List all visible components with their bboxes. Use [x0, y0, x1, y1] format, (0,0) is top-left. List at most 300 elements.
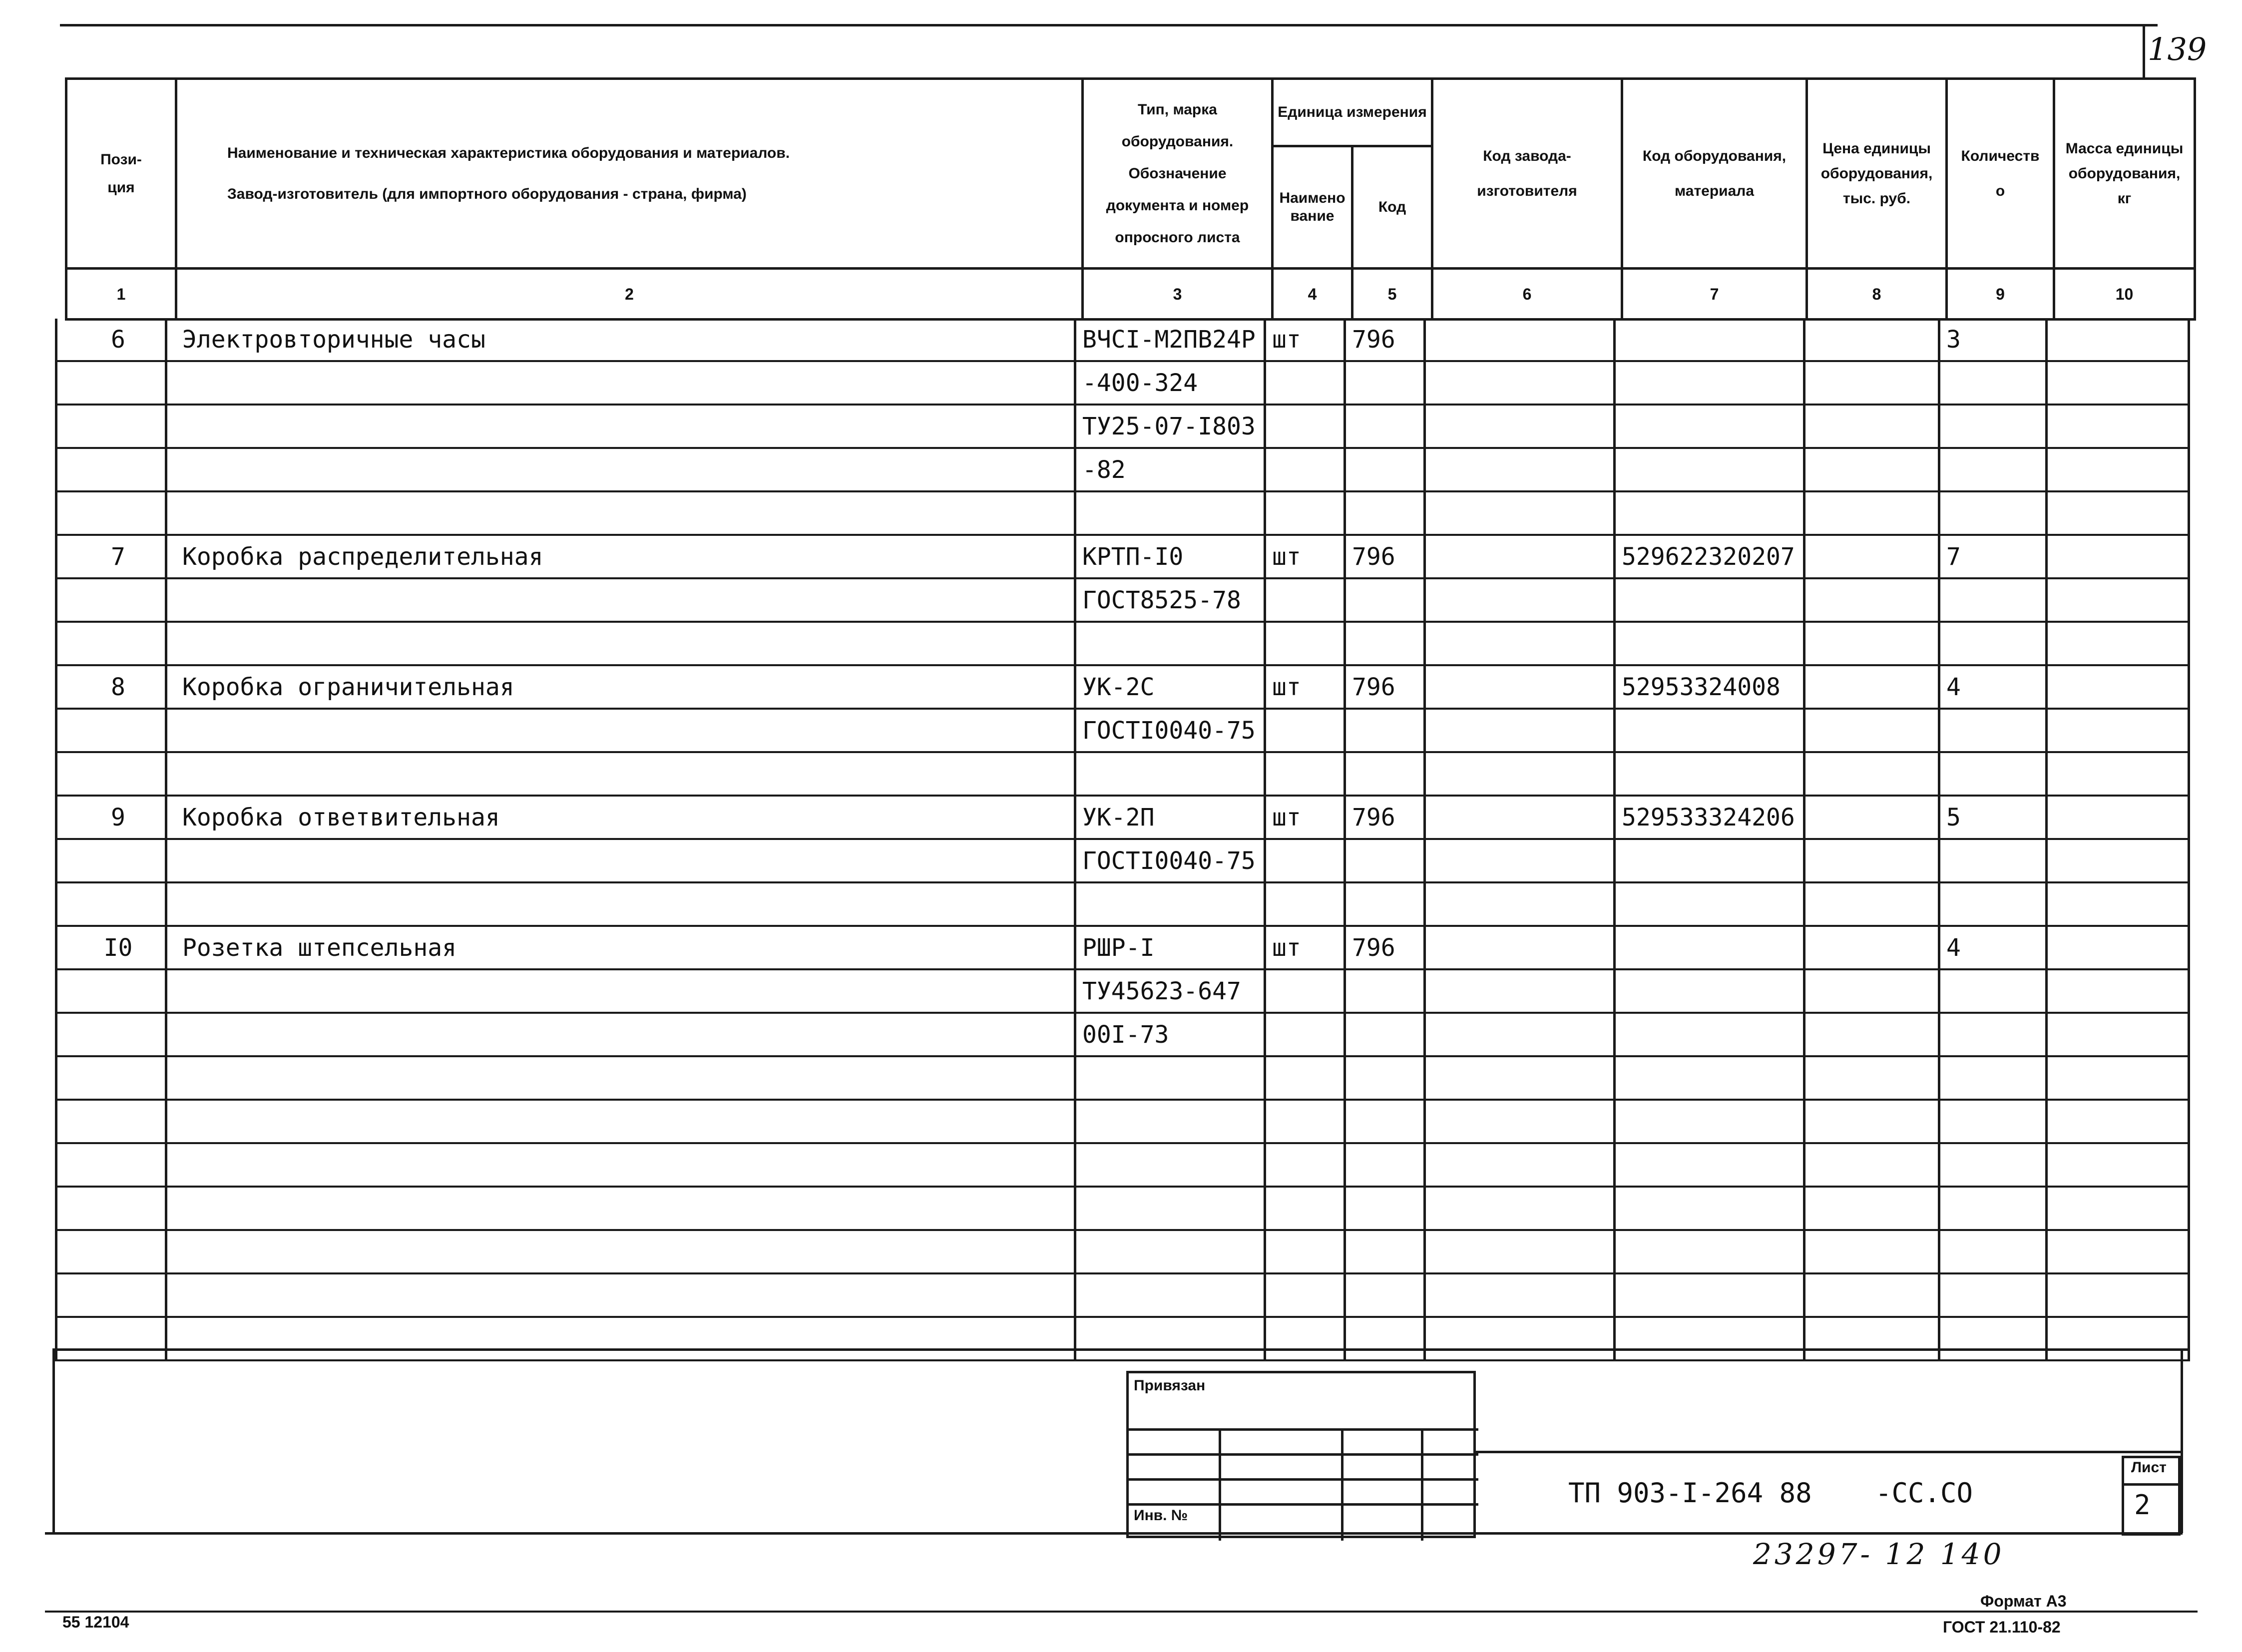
cell-pos [56, 622, 166, 665]
cell-qty [1939, 491, 2047, 535]
sheet-number-divider [2143, 24, 2145, 79]
table-row [56, 448, 2189, 491]
cell-code [1345, 969, 1425, 1013]
cell-code [1345, 448, 1425, 491]
cell-mass [2047, 1056, 2189, 1100]
cell-price [1804, 1013, 1939, 1056]
cell-unit: шт [1265, 319, 1345, 361]
cell-type [1075, 1100, 1265, 1143]
cell-qty [1939, 361, 2047, 405]
header-qty: Количество [1947, 79, 2054, 269]
cell-pos [56, 1013, 166, 1056]
cell-code [1345, 1013, 1425, 1056]
cell-name [166, 1100, 1075, 1143]
cell-qty: 4 [1939, 926, 2047, 969]
frame-right [2181, 1348, 2183, 1533]
table-row [56, 926, 2189, 969]
cell-name [166, 839, 1075, 882]
cell-equip [1615, 405, 1804, 448]
cell-mass [2047, 752, 2189, 796]
cell-price [1804, 361, 1939, 405]
cell-equip [1615, 1100, 1804, 1143]
cell-pos [56, 1187, 166, 1230]
cell-equip [1615, 622, 1804, 665]
cell-qty [1939, 709, 2047, 752]
cell-qty [1939, 622, 2047, 665]
spec-rows-table [55, 319, 2190, 1361]
cell-type: -82 [1075, 448, 1265, 491]
cell-unit [1265, 969, 1345, 1013]
cell-price [1804, 491, 1939, 535]
stamp-row-3 [1129, 1478, 1478, 1481]
spec-header-table [65, 77, 2196, 321]
cell-pos [56, 969, 166, 1013]
cell-plant [1425, 752, 1615, 796]
cell-price [1804, 1273, 1939, 1317]
cell-type [1075, 622, 1265, 665]
cell-equip [1615, 578, 1804, 622]
cell-plant [1425, 1317, 1615, 1360]
cell-mass [2047, 1100, 2189, 1143]
cell-unit: шт [1265, 665, 1345, 709]
colnum-5: 5 [1352, 269, 1432, 320]
table-row [56, 405, 2189, 448]
cell-name [166, 448, 1075, 491]
cell-plant [1425, 1273, 1615, 1317]
cell-unit [1265, 1143, 1345, 1187]
cell-unit [1265, 405, 1345, 448]
cell-code [1345, 1143, 1425, 1187]
cell-type: ВЧСI-М2ПВ24Р [1075, 319, 1265, 361]
cell-unit [1265, 491, 1345, 535]
cell-code [1345, 882, 1425, 926]
cell-plant [1425, 709, 1615, 752]
cell-qty: 4 [1939, 665, 2047, 709]
cell-plant [1425, 319, 1615, 361]
cell-unit [1265, 1056, 1345, 1100]
cell-pos [56, 1317, 166, 1360]
cell-mass [2047, 405, 2189, 448]
header-mass: Масса единицы оборудования, кг [2054, 79, 2195, 269]
cell-type: РШР-I [1075, 926, 1265, 969]
cell-mass [2047, 796, 2189, 839]
cell-equip [1615, 1056, 1804, 1100]
cell-equip [1615, 926, 1804, 969]
stamp-inv-label: Инв. № [1134, 1507, 1188, 1524]
cell-code: 796 [1345, 926, 1425, 969]
footer-gost: ГОСТ 21.110-82 [1943, 1618, 2061, 1636]
cell-pos: 9 [56, 796, 166, 839]
cell-pos: I0 [56, 926, 166, 969]
cell-plant [1425, 1230, 1615, 1273]
cell-name [166, 622, 1075, 665]
cell-name [166, 709, 1075, 752]
cell-unit [1265, 752, 1345, 796]
cell-code: 796 [1345, 535, 1425, 578]
spec-body [55, 319, 2188, 1361]
cell-price [1804, 1056, 1939, 1100]
cell-name [166, 969, 1075, 1013]
table-row [56, 319, 2189, 361]
cell-mass [2047, 1230, 2189, 1273]
stamp-col-2 [1341, 1428, 1344, 1541]
table-row [56, 709, 2189, 752]
table-row [56, 361, 2189, 405]
cell-code [1345, 1187, 1425, 1230]
cell-price [1804, 709, 1939, 752]
cell-name [166, 1230, 1075, 1273]
cell-code [1345, 709, 1425, 752]
cell-name [166, 1056, 1075, 1100]
cell-pos [56, 1100, 166, 1143]
cell-pos [56, 491, 166, 535]
stamp-col-3 [1421, 1428, 1423, 1541]
cell-plant [1425, 622, 1615, 665]
cell-mass [2047, 1317, 2189, 1360]
cell-mass [2047, 491, 2189, 535]
frame-left [52, 1348, 55, 1533]
cell-mass [2047, 1273, 2189, 1317]
cell-type: УК-2П [1075, 796, 1265, 839]
top-rule [60, 24, 2158, 26]
cell-equip [1615, 1273, 1804, 1317]
header-unit-name: Наименование [1273, 146, 1352, 269]
cell-price [1804, 535, 1939, 578]
cell-code: 796 [1345, 319, 1425, 361]
cell-plant [1425, 1143, 1615, 1187]
cell-pos [56, 882, 166, 926]
colnum-3: 3 [1083, 269, 1273, 320]
table-row [56, 1013, 2189, 1056]
handwritten-number: 23297- 12 140 [1753, 1537, 2005, 1571]
cell-qty [1939, 1143, 2047, 1187]
header-plant-code: Код завода-изготовителя [1432, 79, 1622, 269]
cell-qty [1939, 1187, 2047, 1230]
cell-qty [1939, 405, 2047, 448]
cell-pos [56, 578, 166, 622]
cell-pos [56, 839, 166, 882]
cell-code [1345, 1100, 1425, 1143]
cell-unit [1265, 1273, 1345, 1317]
cell-qty [1939, 1230, 2047, 1273]
table-row [56, 752, 2189, 796]
cell-price [1804, 1187, 1939, 1230]
cell-plant [1425, 839, 1615, 882]
table-row [56, 1230, 2189, 1273]
colnum-4: 4 [1273, 269, 1352, 320]
cell-equip [1615, 448, 1804, 491]
cell-type: КРТП-I0 [1075, 535, 1265, 578]
cell-equip [1615, 1317, 1804, 1360]
header-position: Пози- ция [66, 79, 176, 269]
cell-equip: 529533324206 [1615, 796, 1804, 839]
cell-pos [56, 1230, 166, 1273]
cell-pos [56, 709, 166, 752]
cell-type [1075, 752, 1265, 796]
header-unit: Единица измерения [1273, 79, 1432, 146]
footer-format: Формат А3 [1980, 1592, 2067, 1610]
cell-type: -400-324 [1075, 361, 1265, 405]
header-name [176, 79, 1083, 269]
cell-name [166, 1273, 1075, 1317]
sheet-value: 2 [2134, 1489, 2151, 1521]
sheet-label: Лист [2131, 1459, 2167, 1476]
table-row [56, 796, 2189, 839]
cell-unit [1265, 839, 1345, 882]
cell-type [1075, 1187, 1265, 1230]
cell-unit [1265, 1230, 1345, 1273]
cell-unit: шт [1265, 796, 1345, 839]
stamp-row-1 [1129, 1428, 1478, 1431]
colnum-6: 6 [1432, 269, 1622, 320]
cell-mass [2047, 665, 2189, 709]
cell-type: ГОСТI0040-75 [1075, 709, 1265, 752]
cell-pos: 6 [56, 319, 166, 361]
cell-mass [2047, 1143, 2189, 1187]
cell-price [1804, 926, 1939, 969]
table-row [56, 1143, 2189, 1187]
stamp-row-4 [1129, 1503, 1478, 1506]
cell-price [1804, 1143, 1939, 1187]
cell-unit: шт [1265, 926, 1345, 969]
cell-mass [2047, 969, 2189, 1013]
cell-price [1804, 1230, 1939, 1273]
cell-name [166, 1013, 1075, 1056]
cell-type: ТУ45623-647 [1075, 969, 1265, 1013]
cell-name: Коробка ответвительная [166, 796, 1075, 839]
stamp-attached-label: Привязан [1134, 1377, 1206, 1394]
stamp-row-2 [1129, 1453, 1478, 1456]
cell-pos [56, 1143, 166, 1187]
cell-unit [1265, 578, 1345, 622]
cell-unit [1265, 709, 1345, 752]
cell-plant [1425, 1187, 1615, 1230]
cell-pos [56, 1056, 166, 1100]
table-row [56, 535, 2189, 578]
cell-mass [2047, 448, 2189, 491]
colnum-8: 8 [1807, 269, 1947, 320]
cell-name [166, 752, 1075, 796]
table-row [56, 1056, 2189, 1100]
cell-name [166, 405, 1075, 448]
colnum-9: 9 [1947, 269, 2054, 320]
cell-code: 796 [1345, 665, 1425, 709]
stamp-col-1 [1219, 1428, 1221, 1541]
cell-plant [1425, 926, 1615, 969]
cell-equip [1615, 1230, 1804, 1273]
cell-pos [56, 361, 166, 405]
frame-bottom [45, 1532, 2183, 1535]
cell-price [1804, 405, 1939, 448]
cell-price [1804, 665, 1939, 709]
cell-name: Розетка штепсельная [166, 926, 1075, 969]
footer-rule [45, 1611, 2198, 1613]
colnum-10: 10 [2054, 269, 2195, 320]
cell-price [1804, 839, 1939, 882]
cell-name: Коробка ограничительная [166, 665, 1075, 709]
table-row [56, 665, 2189, 709]
cell-equip [1615, 839, 1804, 882]
cell-mass [2047, 622, 2189, 665]
cell-code [1345, 491, 1425, 535]
table-row [56, 882, 2189, 926]
colnum-7: 7 [1622, 269, 1807, 320]
cell-type: 00I-73 [1075, 1013, 1265, 1056]
cell-qty: 7 [1939, 535, 2047, 578]
cell-equip [1615, 1143, 1804, 1187]
cell-plant [1425, 448, 1615, 491]
cell-price [1804, 796, 1939, 839]
cell-qty [1939, 1056, 2047, 1100]
cell-pos: 7 [56, 535, 166, 578]
cell-mass [2047, 361, 2189, 405]
cell-plant [1425, 665, 1615, 709]
cell-code [1345, 1230, 1425, 1273]
cell-plant [1425, 491, 1615, 535]
cell-type: ТУ25-07-I803 [1075, 405, 1265, 448]
cell-code [1345, 578, 1425, 622]
cell-price [1804, 1317, 1939, 1360]
cell-unit [1265, 1013, 1345, 1056]
cell-mass [2047, 535, 2189, 578]
cell-plant [1425, 1056, 1615, 1100]
cell-plant [1425, 535, 1615, 578]
cell-mass [2047, 709, 2189, 752]
table-row [56, 1100, 2189, 1143]
cell-unit [1265, 361, 1345, 405]
cell-type: ГОСТI0040-75 [1075, 839, 1265, 882]
sheet-number: 139 [2148, 31, 2207, 67]
cell-mass [2047, 1013, 2189, 1056]
cell-pos [56, 1273, 166, 1317]
table-row [56, 839, 2189, 882]
cell-type [1075, 882, 1265, 926]
cell-code [1345, 405, 1425, 448]
cell-price [1804, 448, 1939, 491]
cell-equip [1615, 969, 1804, 1013]
cell-mass [2047, 1187, 2189, 1230]
cell-name [166, 578, 1075, 622]
cell-equip: 529622320207 [1615, 535, 1804, 578]
document-suffix: -СС.СО [1875, 1477, 1973, 1509]
cell-code [1345, 361, 1425, 405]
cell-plant [1425, 882, 1615, 926]
table-row [56, 969, 2189, 1013]
stamp-extension-line [1473, 1451, 2181, 1453]
cell-pos [56, 752, 166, 796]
cell-price [1804, 882, 1939, 926]
cell-type: ГОСТ8525-78 [1075, 578, 1265, 622]
cell-mass [2047, 839, 2189, 882]
cell-code [1345, 622, 1425, 665]
cell-name [166, 1317, 1075, 1360]
cell-qty [1939, 1317, 2047, 1360]
cell-equip [1615, 319, 1804, 361]
cell-equip [1615, 1187, 1804, 1230]
cell-plant [1425, 1100, 1615, 1143]
cell-type [1075, 1143, 1265, 1187]
header-price: Цена единицы оборудования, тыс. руб. [1807, 79, 1947, 269]
cell-price [1804, 319, 1939, 361]
cell-name: Коробка распределительная [166, 535, 1075, 578]
table-row [56, 1317, 2189, 1360]
cell-name [166, 1143, 1075, 1187]
header-type: Тип, марка оборудования. Обозначение документа и номер опросного листа [1083, 79, 1273, 269]
cell-unit [1265, 882, 1345, 926]
cell-equip: 52953324008 [1615, 665, 1804, 709]
cell-equip [1615, 1013, 1804, 1056]
cell-code [1345, 1273, 1425, 1317]
cell-code [1345, 752, 1425, 796]
cell-equip [1615, 752, 1804, 796]
table-row [56, 491, 2189, 535]
cell-qty: 3 [1939, 319, 2047, 361]
cell-price [1804, 578, 1939, 622]
cell-equip [1615, 882, 1804, 926]
footer-left-code: 55 12104 [62, 1613, 129, 1631]
cell-equip [1615, 709, 1804, 752]
cell-pos [56, 448, 166, 491]
cell-type [1075, 1056, 1265, 1100]
table-bottom-rule [52, 1348, 2188, 1351]
sheet-box-divider [2124, 1483, 2179, 1486]
cell-unit [1265, 1187, 1345, 1230]
cell-unit [1265, 1100, 1345, 1143]
cell-name [166, 882, 1075, 926]
cell-type [1075, 1273, 1265, 1317]
cell-unit [1265, 448, 1345, 491]
header-name-line1: Наименование и техническая характеристика оборудования и материалов. [227, 144, 790, 161]
cell-type [1075, 491, 1265, 535]
cell-equip [1615, 361, 1804, 405]
cell-unit [1265, 622, 1345, 665]
cell-name [166, 361, 1075, 405]
cell-code [1345, 1317, 1425, 1360]
colnum-1: 1 [66, 269, 176, 320]
cell-qty: 5 [1939, 796, 2047, 839]
colnum-2: 2 [176, 269, 1083, 320]
cell-plant [1425, 969, 1615, 1013]
cell-name [166, 491, 1075, 535]
cell-pos: 8 [56, 665, 166, 709]
cell-mass [2047, 578, 2189, 622]
cell-plant [1425, 796, 1615, 839]
cell-unit [1265, 1317, 1345, 1360]
cell-mass [2047, 926, 2189, 969]
cell-qty [1939, 752, 2047, 796]
cell-plant [1425, 1013, 1615, 1056]
cell-qty [1939, 969, 2047, 1013]
cell-qty [1939, 578, 2047, 622]
header-unit-code: Код [1352, 146, 1432, 269]
cell-equip [1615, 491, 1804, 535]
table-row [56, 1273, 2189, 1317]
cell-code: 796 [1345, 796, 1425, 839]
header-name-line2: Завод-изготовитель (для импортного оборудования - страна, фирма) [227, 185, 747, 202]
header-equip-code: Код оборудования, материала [1622, 79, 1807, 269]
sheet-box [2122, 1456, 2181, 1536]
table-row [56, 578, 2189, 622]
cell-plant [1425, 361, 1615, 405]
table-row [56, 622, 2189, 665]
cell-type: УК-2С [1075, 665, 1265, 709]
cell-name [166, 1187, 1075, 1230]
cell-type [1075, 1230, 1265, 1273]
title-stamp [1126, 1371, 1476, 1538]
cell-qty [1939, 1100, 2047, 1143]
cell-mass [2047, 319, 2189, 361]
cell-qty [1939, 839, 2047, 882]
